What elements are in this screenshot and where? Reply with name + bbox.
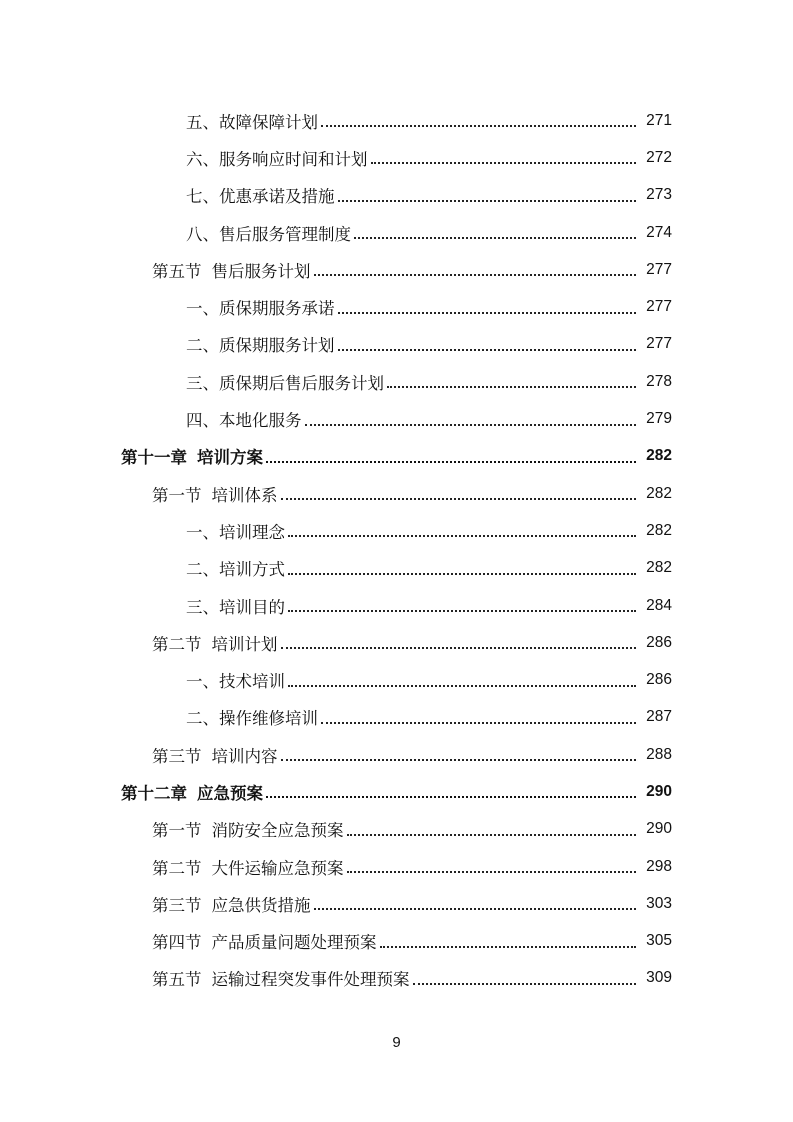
toc-entry-number: 第一节 (152, 821, 202, 841)
toc-entry[interactable] (0, 550, 793, 587)
toc-entry[interactable] (0, 363, 793, 400)
toc-entry-title (186, 594, 285, 618)
toc-entry-page: 287 (646, 708, 672, 726)
toc-entry-page: 282 (646, 559, 672, 577)
toc-entry-text: 大件运输应急预案 (211, 858, 344, 878)
toc-entry-title (186, 407, 302, 431)
toc-entry-text: 应急预案 (197, 783, 263, 803)
toc-entry-number: 二、 (186, 336, 219, 356)
toc-entry[interactable] (0, 960, 793, 997)
toc-entry[interactable] (0, 102, 793, 139)
toc-dot-leader (321, 124, 636, 127)
toc-entry[interactable] (0, 624, 793, 661)
toc-dot-leader (288, 684, 636, 687)
toc-entry-number: 第四节 (152, 933, 202, 953)
toc-dot-leader (413, 982, 637, 985)
toc-entry-title (152, 855, 344, 879)
toc-entry-page: 277 (646, 335, 672, 353)
toc-entry-page: 309 (646, 969, 672, 987)
toc-entry-text: 消防安全应急预案 (211, 821, 344, 841)
toc-entry-title (152, 258, 311, 282)
toc-entry[interactable] (0, 288, 793, 325)
toc-entry-page: 284 (646, 596, 672, 614)
toc-dot-leader (281, 497, 637, 500)
toc-entry-page: 286 (646, 671, 672, 689)
toc-entry-title (186, 668, 285, 692)
toc-entry[interactable] (0, 177, 793, 214)
toc-entry-title (186, 146, 368, 170)
toc-entry-text: 操作维修培训 (219, 709, 318, 729)
toc-entry-text: 培训方式 (219, 560, 285, 580)
toc-entry-title (152, 892, 311, 916)
toc-entry[interactable] (0, 923, 793, 960)
toc-entry-text: 质保期服务计划 (219, 336, 335, 356)
toc-entry-text: 培训理念 (219, 522, 285, 542)
toc-entry-number: 第十二章 (121, 783, 187, 803)
toc-dot-leader (281, 646, 637, 649)
toc-entry-text: 技术培训 (219, 672, 285, 692)
toc-entry-title (121, 780, 263, 804)
toc-entry-number: 第二节 (152, 858, 202, 878)
page-number: 9 (392, 1034, 401, 1051)
toc-entry-text: 故障保障计划 (219, 112, 318, 132)
toc-entry-page: 278 (646, 372, 672, 390)
toc-dot-leader (266, 460, 636, 463)
toc-entry[interactable] (0, 699, 793, 736)
toc-entry-text: 培训方案 (197, 448, 263, 468)
toc-dot-leader (338, 311, 637, 314)
toc-entry-text: 售后服务管理制度 (219, 224, 351, 244)
toc-entry-page: 282 (646, 484, 672, 502)
toc-entry-title (152, 929, 377, 953)
toc-dot-leader (380, 945, 637, 948)
toc-entry-page: 288 (646, 745, 672, 763)
toc-entry-title (152, 631, 278, 655)
toc-entry-number: 五、 (186, 112, 219, 132)
toc-dot-leader (288, 572, 636, 575)
toc-entry-number: 七、 (186, 187, 219, 207)
toc-entry-text: 质保期服务承诺 (219, 299, 335, 319)
toc-entry-page: 290 (646, 820, 672, 838)
toc-dot-leader (387, 385, 636, 388)
toc-dot-leader (338, 348, 637, 351)
toc-entry[interactable] (0, 736, 793, 773)
toc-entry[interactable] (0, 587, 793, 624)
toc-entry-page: 282 (646, 521, 672, 539)
toc-dot-leader (281, 758, 637, 761)
toc-entry[interactable] (0, 139, 793, 176)
toc-entry-page: 272 (646, 148, 672, 166)
toc-dot-leader (371, 161, 637, 164)
toc-entry[interactable] (0, 400, 793, 437)
toc-dot-leader (305, 423, 637, 426)
table-of-contents (0, 102, 793, 997)
toc-dot-leader (314, 273, 637, 276)
toc-entry-number: 三、 (186, 597, 219, 617)
toc-entry-page: 298 (646, 857, 672, 875)
toc-dot-leader (288, 534, 636, 537)
toc-entry-number: 第十一章 (121, 448, 187, 468)
toc-entry-title (152, 966, 410, 990)
toc-entry-number: 二、 (186, 560, 219, 580)
toc-entry[interactable] (0, 438, 793, 475)
toc-entry-page: 279 (646, 410, 672, 428)
toc-entry-page: 277 (646, 260, 672, 278)
toc-entry-text: 运输过程突发事件处理预案 (211, 970, 410, 990)
toc-entry-text: 售后服务计划 (211, 261, 311, 281)
toc-entry-page: 271 (646, 111, 672, 129)
toc-entry-text: 产品质量问题处理预案 (211, 933, 377, 953)
toc-entry-title (186, 221, 351, 245)
toc-entry-number: 六、 (186, 149, 219, 169)
toc-entry-text: 优惠承诺及措施 (219, 187, 335, 207)
toc-dot-leader (338, 199, 637, 202)
toc-entry-text: 本地化服务 (219, 411, 302, 431)
toc-entry-title (152, 817, 344, 841)
toc-entry-page: 273 (646, 186, 672, 204)
toc-entry-text: 培训体系 (211, 485, 278, 505)
toc-entry-title (152, 482, 278, 506)
toc-entry-title (152, 743, 278, 767)
toc-entry-text: 质保期后售后服务计划 (219, 373, 384, 393)
toc-entry-number: 第三节 (152, 746, 202, 766)
toc-entry-title (186, 295, 335, 319)
toc-entry-number: 第五节 (152, 261, 202, 281)
toc-entry-page: 277 (646, 298, 672, 316)
toc-entry[interactable] (0, 848, 793, 885)
toc-dot-leader (266, 795, 636, 798)
toc-entry[interactable] (0, 661, 793, 698)
toc-entry-number: 一、 (186, 672, 219, 692)
toc-entry[interactable] (0, 885, 793, 922)
toc-dot-leader (314, 907, 637, 910)
toc-entry[interactable] (0, 773, 793, 810)
toc-entry-page: 274 (646, 223, 672, 241)
toc-entry-number: 第三节 (152, 895, 202, 915)
toc-entry-number: 第五节 (152, 970, 202, 990)
toc-dot-leader (321, 721, 636, 724)
toc-entry[interactable] (0, 214, 793, 251)
toc-entry-number: 八、 (186, 224, 219, 244)
toc-entry-text: 培训内容 (211, 746, 278, 766)
toc-entry-page: 282 (646, 447, 672, 465)
toc-entry-title (186, 705, 318, 729)
toc-entry-number: 二、 (186, 709, 219, 729)
toc-entry-title (186, 519, 285, 543)
toc-dot-leader (288, 609, 636, 612)
toc-entry-number: 一、 (186, 522, 219, 542)
toc-entry-page: 286 (646, 633, 672, 651)
toc-dot-leader (347, 833, 637, 836)
toc-entry-title (186, 370, 384, 394)
toc-entry-title (186, 556, 285, 580)
toc-entry-text: 服务响应时间和计划 (219, 149, 368, 169)
toc-entry-title (186, 183, 335, 207)
toc-entry-text: 培训计划 (211, 634, 278, 654)
toc-entry-title (186, 332, 335, 356)
toc-entry[interactable] (0, 512, 793, 549)
toc-entry[interactable] (0, 251, 793, 288)
toc-entry-number: 一、 (186, 299, 219, 319)
toc-dot-leader (347, 870, 637, 873)
toc-entry-text: 应急供货措施 (211, 895, 311, 915)
toc-entry-page: 305 (646, 932, 672, 950)
toc-entry[interactable] (0, 811, 793, 848)
toc-dot-leader (354, 236, 636, 239)
toc-entry-text: 培训目的 (219, 597, 285, 617)
toc-entry-number: 第一节 (152, 485, 202, 505)
toc-entry-number: 第二节 (152, 634, 202, 654)
toc-entry-number: 四、 (186, 411, 219, 431)
toc-entry-page: 290 (646, 782, 672, 800)
toc-entry-title (186, 109, 318, 133)
toc-entry[interactable] (0, 326, 793, 363)
toc-entry[interactable] (0, 475, 793, 512)
toc-entry-title (121, 444, 263, 468)
toc-entry-number: 三、 (186, 373, 219, 393)
toc-entry-page: 303 (646, 894, 672, 912)
